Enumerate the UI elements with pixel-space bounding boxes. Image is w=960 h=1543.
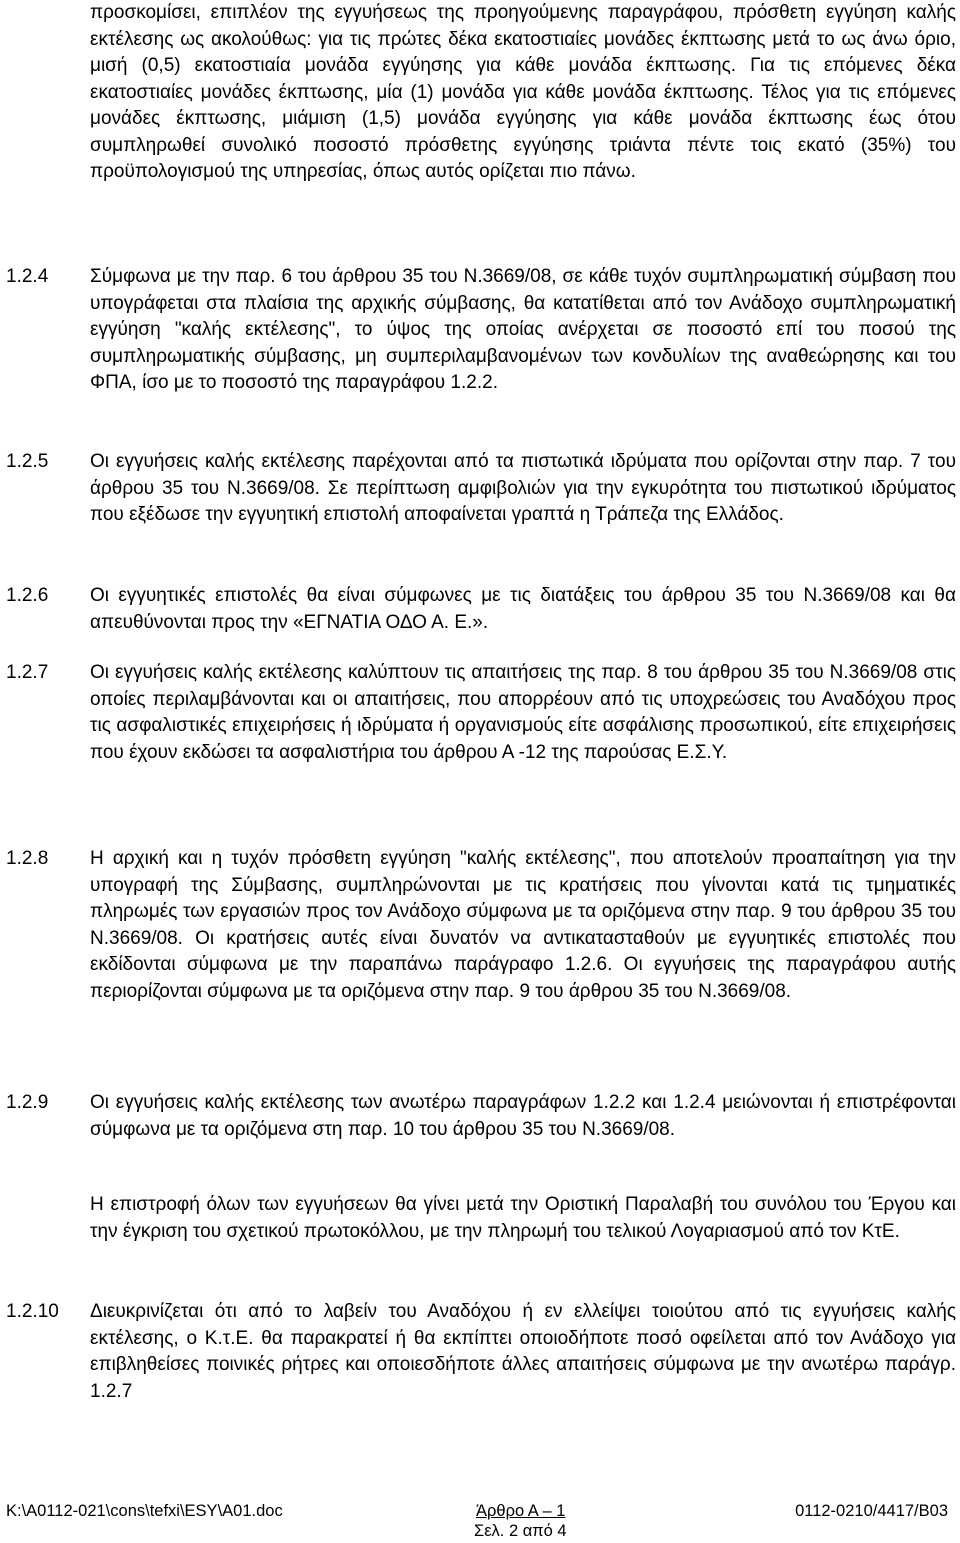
footer-file-path: K:\A0112-021\cons\tefxi\ESY\A01.doc bbox=[6, 1502, 283, 1520]
section-paragraph: Οι εγγυήσεις καλής εκτέλεσης καλύπτουν τις απαιτήσεις της παρ. 8 του άρθρου 35 του Ν.3669/08 στις οποίες περιλαμβάνονται και οι απαιτήσεις, που απορρέουν από τις υποχρεώσεις του Αναδόχου προς τις ασφαλιστικές επιχειρήσεις ή ιδρύματα ή οργανισμούς είτε ασφάλισης προσωπικού, είτε επιχειρήσεις που έχουν εκδώσει τα ασφαλιστήρια του άρθρου Α -12 της παρούσας Ε.Σ.Υ. bbox=[90, 662, 956, 763]
section-number: 1.2.6 bbox=[6, 585, 49, 606]
section-number: 1.2.9 bbox=[6, 1092, 49, 1113]
section-number: 1.2.4 bbox=[6, 266, 49, 287]
section-paragraph: Οι εγγυητικές επιστολές θα είναι σύμφωνες με τις διατάξεις του άρθρου 35 του Ν.3669/08 και θα απευθύνονται προς την «ΕΓΝΑΤΙΑ ΟΔΟ Α. Ε.». bbox=[90, 585, 956, 633]
footer-document-code: 0112-0210/4417/B03 bbox=[795, 1502, 948, 1520]
section-number: 1.2.7 bbox=[6, 662, 49, 683]
section-number: 1.2.10 bbox=[6, 1301, 59, 1322]
section-paragraph: Οι εγγυήσεις καλής εκτέλεσης παρέχονται από τα πιστωτικά ιδρύματα που ορίζονται στην παρ. 7 του άρθρου 35 του Ν.3669/08. Σε περίπτωση αμφιβολιών για την εγκυρότητα του πιστωτικού ιδρύματος που εξέδωσε την εγγυητική επιστολή αποφαίνεται γραπτά η Τράπεζα της Ελλάδος. bbox=[90, 451, 956, 525]
continuation-paragraph: προσκομίσει, επιπλέον της εγγυήσεως της προηγούμενης παραγράφου, πρόσθετη εγγύηση καλής εκτέλεσης ως ακολούθως: για τις πρώτες δέκα εκατοστιαίες μονάδες έκπτωσης μετά το ως άνω όριο, μισή (0,5) εκατοστιαία μονάδα εγγύησης για κάθε μονάδα έκπτωσης. Για τις επόμενες δέκα εκατοστιαίες μονάδες έκπτωσης, μία (1) μονάδα για κάθε μονάδα έκπτωσης. Τέλος για τις επόμενες μονάδες έκπτωσης, μιάμιση (1,5) μονάδα εγγύησης για κάθε μονάδα έκπτωσης έως ότου συμπληρωθεί συνολικό ποσοστό πρόσθετης εγγύησης τριάντα πέντε τοις εκατό (35%) του προϋπολογισμού της υπηρεσίας, όπως αυτός ορίζεται πιο πάνω. bbox=[90, 2, 956, 182]
section-paragraph: Η επιστροφή όλων των εγγυήσεων θα γίνει μετά την Οριστική Παραλαβή του συνόλου του Έργου και την έγκριση του σχετικού πρωτοκόλλου, με την πληρωμή του τελικού Λογαριασμού από τον ΚτΕ. bbox=[90, 1194, 956, 1242]
page-footer bbox=[0, 1498, 960, 1543]
footer-article: Άρθρο Α – 1 bbox=[476, 1502, 566, 1520]
section-paragraph: Οι εγγυήσεις καλής εκτέλεσης των ανωτέρω παραγράφων 1.2.2 και 1.2.4 μειώνονται ή επιστρέφονται σύμφωνα με τα οριζόμενα στη παρ. 10 του άρθρου 35 του Ν.3669/08. bbox=[90, 1092, 956, 1140]
section-number: 1.2.5 bbox=[6, 451, 49, 472]
section-number: 1.2.8 bbox=[6, 848, 49, 869]
footer-page-number: Σελ. 2 από 4 bbox=[474, 1522, 567, 1540]
section-paragraph: Διευκρινίζεται ότι από το λαβείν του Αναδόχου ή εν ελλείψει τοιούτου από τις εγγυήσεις καλής εκτέλεσης, ο Κ.τ.Ε. θα παρακρατεί ή θα εκπίπτει οποιοδήποτε ποσό οφείλεται από τον Ανάδοχο για επιβληθείσες ποινικές ρήτρες και οποιεσδήποτε άλλες απαιτήσεις σύμφωνα με την ανωτέρω παράγρ. 1.2.7 bbox=[90, 1301, 956, 1402]
section-paragraph: Σύμφωνα με την παρ. 6 του άρθρου 35 του Ν.3669/08, σε κάθε τυχόν συμπληρωματική σύμβαση που υπογράφεται στα πλαίσια της αρχικής σύμβασης, θα κατατίθεται από τον Ανάδοχο συμπληρωματική εγγύηση "καλής εκτέλεσης", το ύψος της οποίας ανέρχεται σε ποσοστό επί του ποσού της συμπληρωματικής σύμβασης, μη συμπεριλαμβανομένων των κονδυλίων της αναθεώρησης και του ΦΠΑ, ίσο με το ποσοστό της παραγράφου 1.2.2. bbox=[90, 266, 956, 393]
section-paragraph: Η αρχική και η τυχόν πρόσθετη εγγύηση "καλής εκτέλεσης", που αποτελούν προαπαίτηση για την υπογραφή της Σύμβασης, συμπληρώνονται με τις κρατήσεις που γίνονται κατά τις τμηματικές πληρωμές των εργασιών προς τον Ανάδοχο σύμφωνα με τα οριζόμενα στην παρ. 9 του άρθρου 35 του Ν.3669/08. Οι κρατήσεις αυτές είναι δυνατόν να αντικατασταθούν με εγγυητικές επιστολές που εκδίδονται σύμφωνα με την παραπάνω παράγραφο 1.2.6. Οι εγγυήσεις της παραγράφου αυτής περιορίζονται σύμφωνα με τα οριζόμενα στην παρ. 9 του άρθρου 35 του Ν.3669/08. bbox=[90, 848, 956, 1002]
